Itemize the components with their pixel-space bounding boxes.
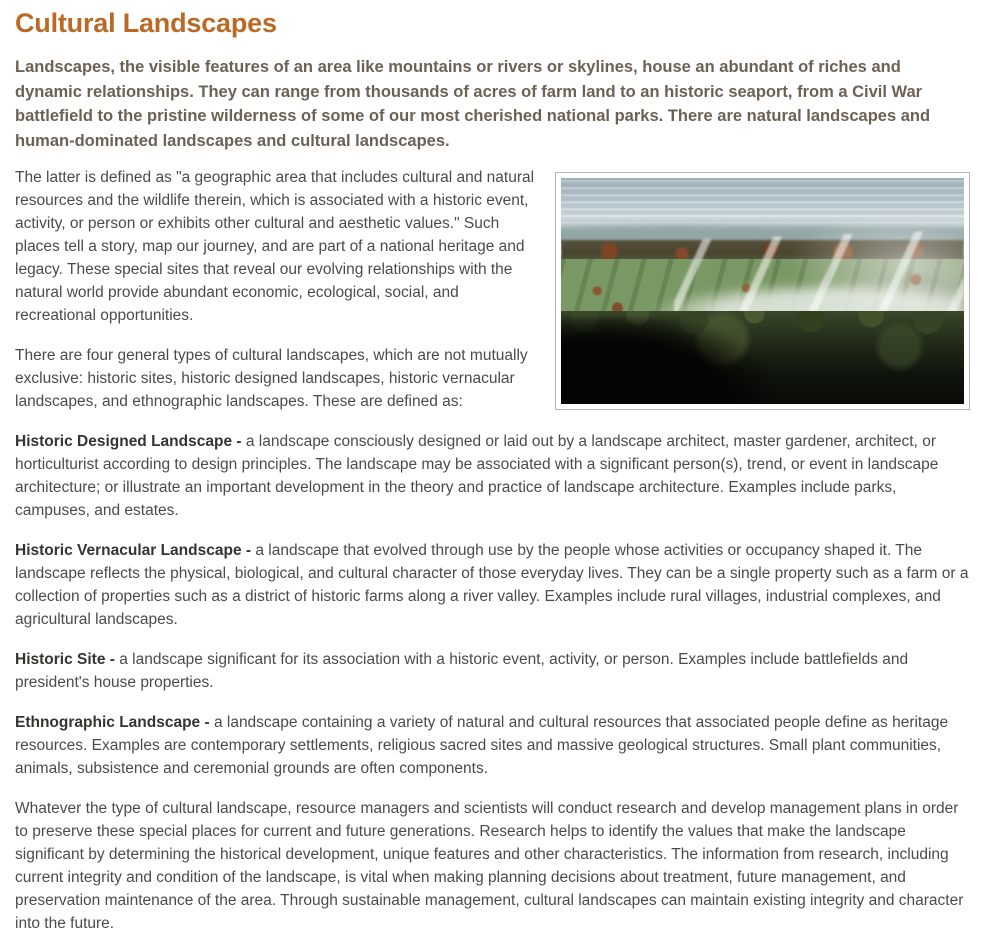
closing-paragraph: Whatever the type of cultural landscape, resource managers and scientists will conduct research and develop management plans in order to preserve these special places for current and future generations. Research helps to identify the values that make the landscape significant by determining the historical development, unique features and other characteristics. The information from research, including current integrity and condition of the landscape, is vital when making planning decisions about treatment, future management, and preservation maintenance of the area. Through sustainable management, cultural landscapes can maintain existing integrity and character into the future.: [15, 800, 964, 932]
definition-text: a landscape significant for its association with a historic event, activity, or person. Examples include battlefields and president's house properties.: [15, 651, 909, 691]
landscape-photo: [561, 178, 964, 404]
definition-term: Historic Vernacular Landscape -: [15, 542, 252, 559]
definition-text: a landscape that evolved through use by the people whose activities or occupancy shaped it. The landscape reflects the physical, biological, and cultural character of those everyday lives. They can be a single property such as a farm or a collection of properties such as a district of historic farms along a river valley. Examples include rural villages, industrial complexes, and agricultural landscapes.: [15, 542, 969, 628]
landscape-photo-frame: [555, 172, 970, 410]
intro-paragraph: Landscapes, the visible features of an area like mountains or rivers or skylines, house an abundant of riches and dynamic relationships. They can range from thousands of acres of farm land to an historic seaport, from a Civil War battlefield to the pristine wilderness of some of our most cherished national parks. There are natural landscapes and human-dominated landscapes and cultural landscapes.: [15, 58, 931, 150]
definition-ethnographic-landscape: [15, 711, 970, 780]
paragraph-definition: The latter is defined as "a geographic area that includes cultural and natural resources and the wildlife therein, which is associated with a historic event, activity, or person or exhibits other cultural and aesthetic values." Such places tell a story, map our journey, and are part of a national heritage and legacy. These special sites that reveal our evolving relationships with the natural world provide abundant economic, ecological, social, and recreational opportunities.: [15, 169, 535, 324]
definition-term: Ethnographic Landscape -: [15, 714, 210, 731]
definition-text: a landscape containing a variety of natural and cultural resources that associated people define as heritage resources. Examples are contemporary settlements, religious sacred sites and massive geological structures. Small plant communities, animals, subsistence and ceremonial grounds are often components.: [15, 714, 949, 777]
definition-text: a landscape consciously designed or laid out by a landscape architect, master gardener, architect, or horticulturist according to design principles. The landscape may be associated with a significant person(s), trend, or event in landscape architecture; or illustrate an important development in the theory and practice of landscape architecture. Examples include parks, campuses, and estates.: [15, 433, 939, 519]
definition-term: Historic Site -: [15, 651, 115, 668]
photo-water-haze-layer: [561, 180, 964, 223]
definition-historic-vernacular-landscape: [15, 539, 970, 631]
paragraph-four-types: There are four general types of cultural landscapes, which are not mutually exclusive: historic sites, historic designed landscapes, historic vernacular landscapes, and ethnographic landscapes. These are defined as:: [15, 347, 528, 410]
definition-term: Historic Designed Landscape -: [15, 433, 242, 450]
definition-historic-site: [15, 648, 970, 694]
photo-sun-glow-layer: [779, 219, 964, 323]
definitions-section: [15, 430, 970, 780]
page-title: Cultural Landscapes: [15, 8, 277, 38]
photo-dark-corner-layer: [561, 318, 763, 404]
definition-historic-designed-landscape: [15, 430, 970, 522]
